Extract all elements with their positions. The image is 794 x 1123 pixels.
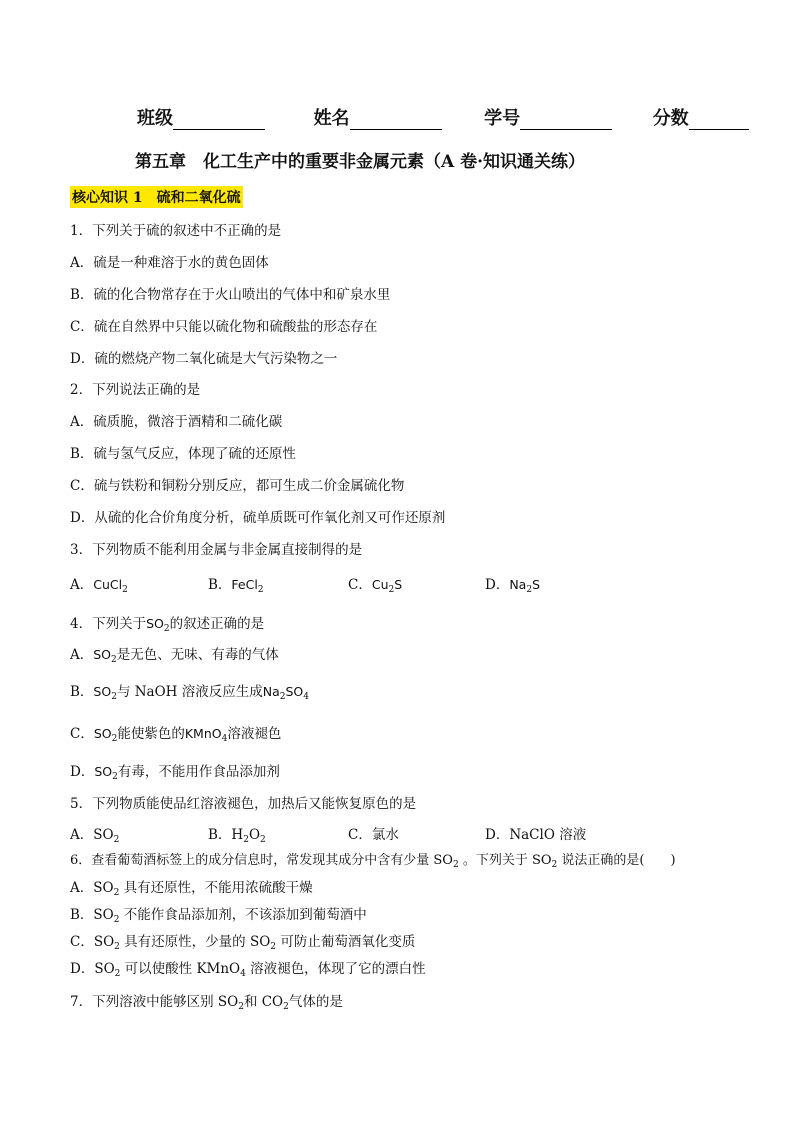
q3-option-a: A．CuCl$_2$ — [70, 577, 128, 595]
q4-option-c: C．$SO_2$能使紫色的KMnO$_4$溶液褪色 — [70, 726, 282, 744]
q1-option-d: D．硫的燃烧产物二氧化硫是大气污染物之一 — [70, 351, 338, 367]
chapter-title: 第五章 化工生产中的重要非金属元素（A 卷·知识通关练） — [135, 152, 586, 172]
q5-option-c: C．氯水 — [348, 827, 399, 843]
q5-option-a: A．$SO_2$ — [70, 827, 120, 845]
name-label: 姓名 — [313, 108, 350, 129]
q1-stem: 1．下列关于硫的叙述中不正确的是 — [70, 223, 282, 239]
q1-option-b: B．硫的化合物常存在于火山喷出的气体中和矿泉水里 — [70, 287, 391, 303]
q3-option-d: D．$Na_2S$ — [485, 577, 541, 595]
student-info-header — [137, 104, 749, 130]
q6-option-d: D．$SO_2$ 可以使酸性 KMnO$_4$ 溶液褪色，体现了它的漂白性 — [70, 961, 426, 979]
q1-option-a: A．硫是一种难溶于水的黄色固体 — [70, 255, 269, 271]
q4-option-a: A．$SO_2$是无色、无味、有毒的气体 — [70, 647, 279, 665]
q7-stem: 7．下列溶液中能够区别 $SO_2$和 $CO_2$气体的是 — [70, 994, 343, 1012]
q1-option-c: C．硫在自然界中只能以硫化物和硫酸盐的形态存在 — [70, 319, 378, 335]
number-label: 学号 — [484, 108, 521, 129]
q5-option-b: B．$H_2O_2$ — [208, 827, 266, 845]
name-blank[interactable] — [350, 111, 442, 130]
q2-option-d: D．从硫的化合价角度分析，硫单质既可作氧化剂又可作还原剂 — [70, 510, 446, 526]
q6-option-b: B．$SO_2$ 不能作食品添加剂，不该添加到葡萄酒中 — [70, 907, 367, 925]
score-blank[interactable] — [689, 111, 749, 130]
class-blank[interactable] — [173, 111, 265, 130]
section-heading: 核心知识 1 硫和二氧化硫 — [70, 186, 243, 208]
q5-option-d: D．NaClO 溶液 — [485, 827, 587, 843]
q2-option-a: A．硫质脆，微溶于酒精和二硫化碳 — [70, 414, 283, 430]
class-label: 班级 — [137, 108, 173, 129]
q4-stem: 4．下列关于$SO_2$的叙述正确的是 — [70, 616, 265, 634]
q2-stem: 2．下列说法正确的是 — [70, 382, 201, 398]
q4-option-b: B．$SO_2$与 NaOH 溶液反应生成$Na_2SO_4$ — [70, 684, 309, 702]
q2-option-c: C．硫与铁粉和铜粉分别反应，都可生成二价金属硫化物 — [70, 478, 405, 494]
number-blank[interactable] — [520, 111, 612, 130]
score-label: 分数 — [652, 108, 689, 129]
q6-option-c: C．$SO_2$ 具有还原性，少量的 $SO_2$ 可防止葡萄酒氧化变质 — [70, 934, 416, 952]
q3-option-c: C．$Cu_2S$ — [348, 577, 403, 595]
q2-option-b: B．硫与氢气反应，体现了硫的还原性 — [70, 446, 296, 462]
q6-stem: 6．查看葡萄酒标签上的成分信息时，常发现其成分中含有少量 $SO_2$ 。下列关于 $SO_2$ 说法正确的是( ) — [70, 853, 676, 870]
q4-option-d: D．$SO_2$有毒，不能用作食品添加剂 — [70, 764, 280, 782]
q3-stem: 3．下列物质不能利用金属与非金属直接制得的是 — [70, 542, 363, 558]
q6-option-a: A．$SO_2$ 具有还原性，不能用浓硫酸干燥 — [70, 880, 313, 898]
q5-stem: 5．下列物质能使品红溶液褪色，加热后又能恢复原色的是 — [70, 796, 417, 812]
q3-option-b: B．FeCl$_2$ — [208, 577, 264, 595]
